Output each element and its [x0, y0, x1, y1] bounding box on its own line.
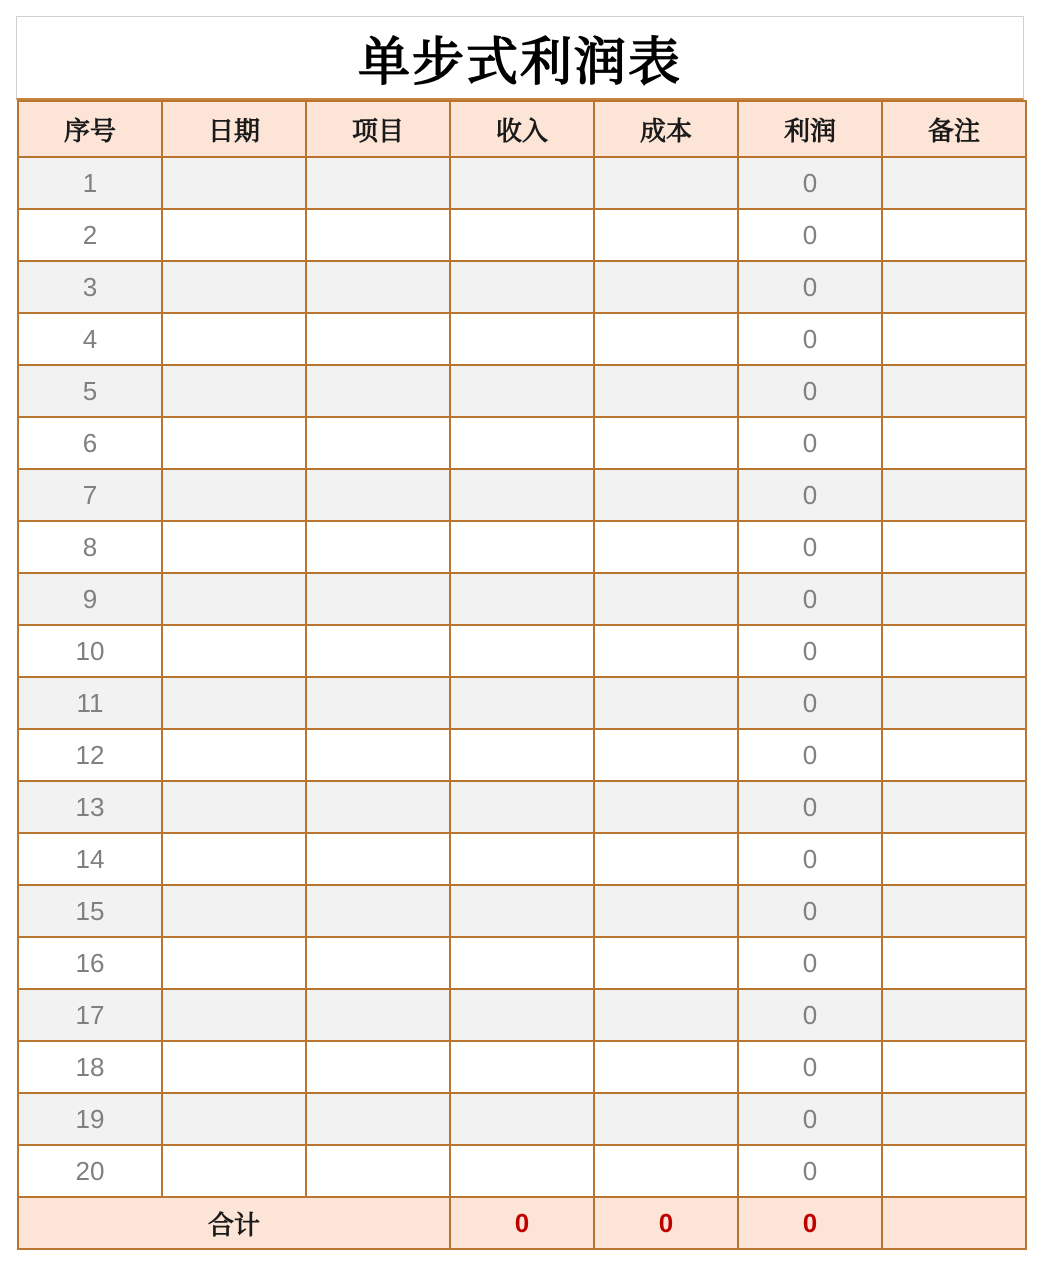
profit-total[interactable]: 0	[738, 1197, 882, 1249]
cell-seq: 7	[18, 469, 162, 521]
cell-note[interactable]	[882, 833, 1026, 885]
cell-profit[interactable]: 0	[738, 261, 882, 313]
cell-seq: 19	[18, 1093, 162, 1145]
header-income: 收入	[450, 101, 594, 157]
table-row	[18, 989, 1026, 1041]
cell-income[interactable]	[450, 209, 594, 261]
cell-date[interactable]	[162, 417, 306, 469]
cell-cost[interactable]	[594, 1093, 738, 1145]
cell-income[interactable]	[450, 157, 594, 209]
table-row	[18, 573, 1026, 625]
header-date: 日期	[162, 101, 306, 157]
table-row	[18, 209, 1026, 261]
cell-income[interactable]	[450, 781, 594, 833]
table-row	[18, 937, 1026, 989]
cell-cost[interactable]	[594, 729, 738, 781]
header-cost: 成本	[594, 101, 738, 157]
cell-note[interactable]	[882, 521, 1026, 573]
header-row	[18, 101, 1026, 157]
cell-note[interactable]	[882, 989, 1026, 1041]
cell-seq: 15	[18, 885, 162, 937]
cell-profit[interactable]: 0	[738, 521, 882, 573]
cell-income[interactable]	[450, 885, 594, 937]
cell-cost[interactable]	[594, 209, 738, 261]
cell-item[interactable]	[306, 989, 450, 1041]
cell-note[interactable]	[882, 417, 1026, 469]
cell-item[interactable]	[306, 157, 450, 209]
cell-item[interactable]	[306, 1041, 450, 1093]
table-row	[18, 313, 1026, 365]
cell-income[interactable]	[450, 573, 594, 625]
cell-date[interactable]	[162, 1093, 306, 1145]
cell-cost[interactable]	[594, 157, 738, 209]
cell-cost[interactable]	[594, 625, 738, 677]
cell-item[interactable]	[306, 261, 450, 313]
cell-item[interactable]	[306, 937, 450, 989]
table-row	[18, 885, 1026, 937]
table-row	[18, 1041, 1026, 1093]
cell-profit[interactable]: 0	[738, 1041, 882, 1093]
cell-cost[interactable]	[594, 1145, 738, 1197]
table-row	[18, 677, 1026, 729]
cell-note[interactable]	[882, 1041, 1026, 1093]
table-row	[18, 781, 1026, 833]
cell-profit[interactable]: 0	[738, 417, 882, 469]
cell-note[interactable]	[882, 209, 1026, 261]
header-seq: 序号	[18, 101, 162, 157]
cell-cost[interactable]	[594, 573, 738, 625]
cell-profit[interactable]: 0	[738, 1093, 882, 1145]
cell-date[interactable]	[162, 937, 306, 989]
cell-note[interactable]	[882, 365, 1026, 417]
cell-seq: 13	[18, 781, 162, 833]
cell-note[interactable]	[882, 677, 1026, 729]
cell-seq: 1	[18, 157, 162, 209]
cell-note[interactable]	[882, 1093, 1026, 1145]
cell-seq: 16	[18, 937, 162, 989]
cell-cost[interactable]	[594, 313, 738, 365]
cell-income[interactable]	[450, 1093, 594, 1145]
cell-cost[interactable]	[594, 781, 738, 833]
totals-row	[18, 1197, 1026, 1249]
cell-income[interactable]	[450, 261, 594, 313]
cell-seq: 9	[18, 573, 162, 625]
cell-cost[interactable]	[594, 989, 738, 1041]
cell-item[interactable]	[306, 365, 450, 417]
cell-date[interactable]	[162, 573, 306, 625]
cell-note[interactable]	[882, 313, 1026, 365]
income-total[interactable]: 0	[450, 1197, 594, 1249]
table-row	[18, 833, 1026, 885]
cell-profit[interactable]: 0	[738, 209, 882, 261]
cell-profit[interactable]: 0	[738, 1145, 882, 1197]
cell-cost[interactable]	[594, 1041, 738, 1093]
cell-date[interactable]	[162, 781, 306, 833]
cell-seq: 4	[18, 313, 162, 365]
cell-income[interactable]	[450, 365, 594, 417]
cell-cost[interactable]	[594, 833, 738, 885]
cell-profit[interactable]: 0	[738, 157, 882, 209]
cell-item[interactable]	[306, 729, 450, 781]
table-row	[18, 365, 1026, 417]
cell-date[interactable]	[162, 833, 306, 885]
cell-date[interactable]	[162, 885, 306, 937]
cell-item[interactable]	[306, 677, 450, 729]
header-note: 备注	[882, 101, 1026, 157]
cell-seq: 14	[18, 833, 162, 885]
cell-date[interactable]	[162, 157, 306, 209]
cell-item[interactable]	[306, 521, 450, 573]
cell-date[interactable]	[162, 1041, 306, 1093]
cell-cost[interactable]	[594, 677, 738, 729]
cell-note[interactable]	[882, 729, 1026, 781]
cell-cost[interactable]	[594, 521, 738, 573]
cell-seq: 8	[18, 521, 162, 573]
cell-item[interactable]	[306, 469, 450, 521]
cell-seq: 6	[18, 417, 162, 469]
cell-note[interactable]	[882, 885, 1026, 937]
cell-item[interactable]	[306, 625, 450, 677]
cell-date[interactable]	[162, 729, 306, 781]
cell-seq: 5	[18, 365, 162, 417]
table-row	[18, 469, 1026, 521]
cell-seq: 2	[18, 209, 162, 261]
cell-note[interactable]	[882, 157, 1026, 209]
cell-note[interactable]	[882, 1145, 1026, 1197]
totals-label: 合计	[18, 1197, 450, 1249]
cell-income[interactable]	[450, 313, 594, 365]
cell-seq: 10	[18, 625, 162, 677]
cell-item[interactable]	[306, 1145, 450, 1197]
cell-seq: 17	[18, 989, 162, 1041]
cell-profit[interactable]: 0	[738, 729, 882, 781]
cell-income[interactable]	[450, 1145, 594, 1197]
cell-profit[interactable]: 0	[738, 365, 882, 417]
cell-item[interactable]	[306, 417, 450, 469]
table-row	[18, 729, 1026, 781]
cell-cost[interactable]	[594, 365, 738, 417]
cell-income[interactable]	[450, 417, 594, 469]
cell-profit[interactable]: 0	[738, 573, 882, 625]
cell-income[interactable]	[450, 1041, 594, 1093]
cell-cost[interactable]	[594, 885, 738, 937]
table-row	[18, 1093, 1026, 1145]
cell-date[interactable]	[162, 521, 306, 573]
cell-note[interactable]	[882, 469, 1026, 521]
totals-note-cell[interactable]	[882, 1197, 1026, 1249]
cell-seq: 11	[18, 677, 162, 729]
income-statement-table	[17, 100, 1027, 1250]
cell-seq: 3	[18, 261, 162, 313]
cell-seq: 12	[18, 729, 162, 781]
cell-item[interactable]	[306, 833, 450, 885]
cell-item[interactable]	[306, 1093, 450, 1145]
table-row	[18, 261, 1026, 313]
cell-date[interactable]	[162, 625, 306, 677]
cell-item[interactable]	[306, 781, 450, 833]
table-row	[18, 157, 1026, 209]
table-body	[18, 157, 1026, 1197]
cell-income[interactable]	[450, 937, 594, 989]
cell-date[interactable]	[162, 261, 306, 313]
cell-income[interactable]	[450, 989, 594, 1041]
cell-date[interactable]	[162, 1145, 306, 1197]
cell-cost[interactable]	[594, 937, 738, 989]
cell-date[interactable]	[162, 313, 306, 365]
cell-income[interactable]	[450, 729, 594, 781]
cell-income[interactable]	[450, 625, 594, 677]
cell-item[interactable]	[306, 885, 450, 937]
cell-date[interactable]	[162, 365, 306, 417]
table-row	[18, 417, 1026, 469]
sheet-title: 单步式利润表	[16, 16, 1024, 100]
cost-total[interactable]: 0	[594, 1197, 738, 1249]
cell-profit[interactable]: 0	[738, 469, 882, 521]
header-item: 项目	[306, 101, 450, 157]
cell-seq: 20	[18, 1145, 162, 1197]
table-row	[18, 1145, 1026, 1197]
cell-income[interactable]	[450, 521, 594, 573]
table-row	[18, 521, 1026, 573]
cell-income[interactable]	[450, 677, 594, 729]
cell-profit[interactable]: 0	[738, 989, 882, 1041]
cell-date[interactable]	[162, 209, 306, 261]
cell-profit[interactable]: 0	[738, 781, 882, 833]
cell-cost[interactable]	[594, 261, 738, 313]
cell-profit[interactable]: 0	[738, 625, 882, 677]
cell-item[interactable]	[306, 573, 450, 625]
cell-date[interactable]	[162, 677, 306, 729]
cell-cost[interactable]	[594, 469, 738, 521]
cell-note[interactable]	[882, 625, 1026, 677]
cell-note[interactable]	[882, 261, 1026, 313]
header-profit: 利润	[738, 101, 882, 157]
income-statement-sheet	[16, 16, 1024, 1250]
cell-note[interactable]	[882, 781, 1026, 833]
cell-seq: 18	[18, 1041, 162, 1093]
table-row	[18, 625, 1026, 677]
cell-income[interactable]	[450, 469, 594, 521]
cell-note[interactable]	[882, 573, 1026, 625]
cell-profit[interactable]: 0	[738, 313, 882, 365]
cell-date[interactable]	[162, 469, 306, 521]
cell-item[interactable]	[306, 209, 450, 261]
cell-profit[interactable]: 0	[738, 677, 882, 729]
cell-profit[interactable]: 0	[738, 833, 882, 885]
cell-item[interactable]	[306, 313, 450, 365]
cell-profit[interactable]: 0	[738, 885, 882, 937]
cell-income[interactable]	[450, 833, 594, 885]
cell-date[interactable]	[162, 989, 306, 1041]
cell-profit[interactable]: 0	[738, 937, 882, 989]
cell-cost[interactable]	[594, 417, 738, 469]
cell-note[interactable]	[882, 937, 1026, 989]
